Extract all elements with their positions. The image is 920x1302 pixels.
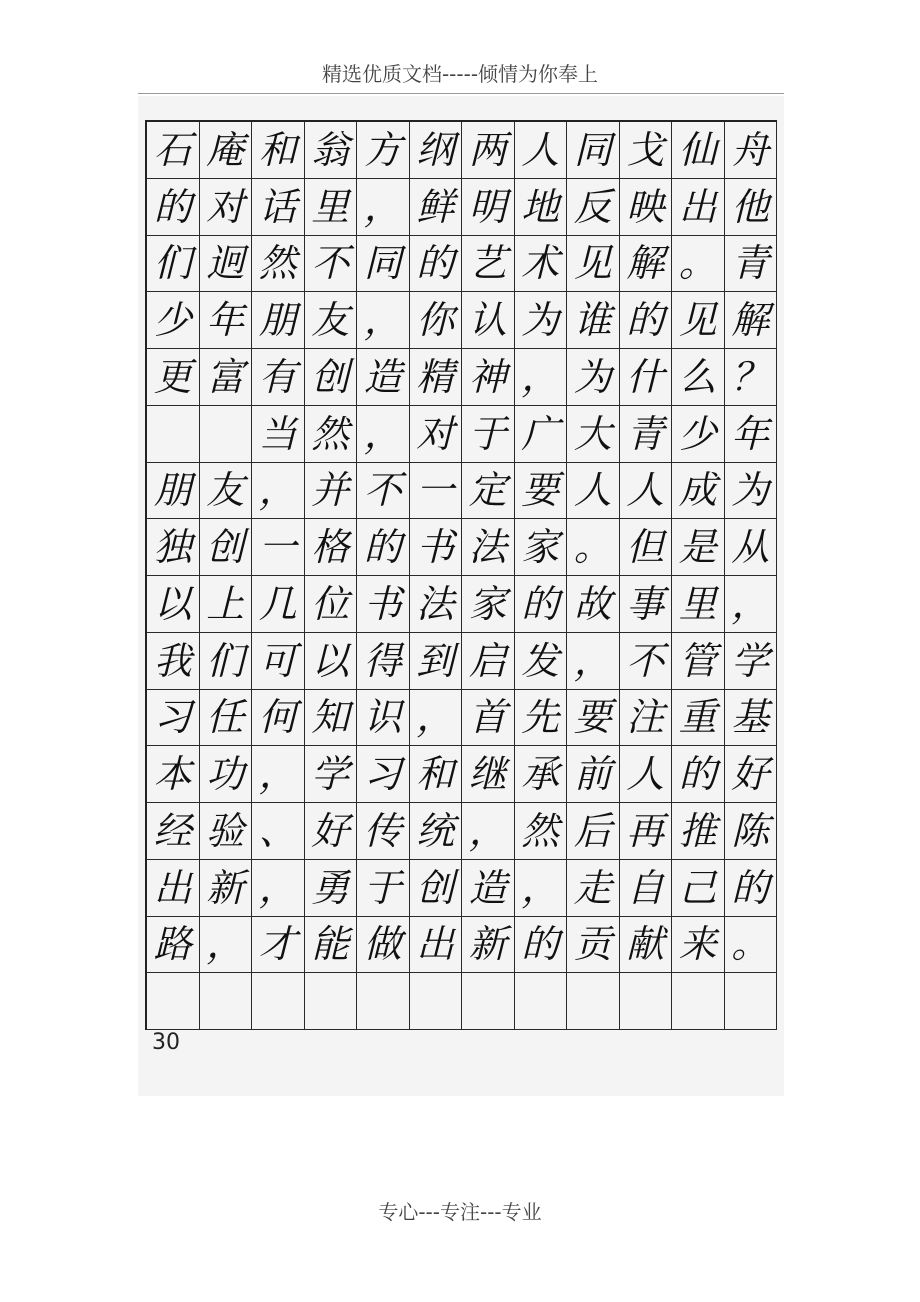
- grid-cell: 一: [252, 519, 305, 576]
- grid-cell: 法: [462, 519, 515, 576]
- grid-cell: 么: [672, 349, 725, 406]
- grid-cell: 出: [410, 917, 463, 974]
- grid-cell: [515, 973, 568, 1030]
- grid-cell: ，: [200, 917, 253, 974]
- grid-cell: 艺: [462, 236, 515, 293]
- grid-cell: ，: [515, 860, 568, 917]
- grid-cell: 得: [357, 633, 410, 690]
- grid-cell: 己: [672, 860, 725, 917]
- grid-cell: 并: [305, 463, 358, 520]
- grid-cell: 从: [725, 519, 778, 576]
- grid-cell: 术: [515, 236, 568, 293]
- grid-cell: ，: [725, 576, 778, 633]
- grid-cell: 两: [462, 122, 515, 179]
- grid-cell: 做: [357, 917, 410, 974]
- grid-cell: 精: [410, 349, 463, 406]
- grid-cell: 。: [567, 519, 620, 576]
- grid-cell: 当: [252, 406, 305, 463]
- grid-cell: 庵: [200, 122, 253, 179]
- grid-cell: 造: [357, 349, 410, 406]
- grid-cell: 反: [567, 179, 620, 236]
- grid-cell: 认: [462, 292, 515, 349]
- grid-cell: 话: [252, 179, 305, 236]
- grid-cell: 几: [252, 576, 305, 633]
- grid-cell: ？: [725, 349, 778, 406]
- grid-cell: 以: [147, 576, 200, 633]
- grid-cell: 鲜: [410, 179, 463, 236]
- grid-cell: 创: [305, 349, 358, 406]
- grid-cell: 创: [410, 860, 463, 917]
- grid-cell: 里: [672, 576, 725, 633]
- grid-cell: 对: [410, 406, 463, 463]
- grid-cell: 方: [357, 122, 410, 179]
- page-number: 30: [152, 1030, 180, 1055]
- grid-cell: 首: [462, 690, 515, 747]
- grid-cell: 造: [462, 860, 515, 917]
- grid-cell: ，: [410, 690, 463, 747]
- grid-cell: 发: [515, 633, 568, 690]
- grid-cell: 有: [252, 349, 305, 406]
- grid-cell: 的: [515, 917, 568, 974]
- header-divider: [138, 93, 784, 94]
- grid-cell: 格: [305, 519, 358, 576]
- grid-cell: 献: [620, 917, 673, 974]
- grid-cell: 故: [567, 576, 620, 633]
- grid-cell: 习: [147, 690, 200, 747]
- grid-cell: 新: [462, 917, 515, 974]
- grid-cell: 地: [515, 179, 568, 236]
- grid-cell: [200, 406, 253, 463]
- grid-cell: 定: [462, 463, 515, 520]
- grid-cell: 青: [725, 236, 778, 293]
- grid-cell: 要: [515, 463, 568, 520]
- grid-cell: 家: [515, 519, 568, 576]
- grid-cell: 然: [252, 236, 305, 293]
- grid-cell: [725, 973, 778, 1030]
- grid-cell: 管: [672, 633, 725, 690]
- grid-cell: [410, 973, 463, 1030]
- grid-cell: 对: [200, 179, 253, 236]
- grid-cell: 传: [357, 803, 410, 860]
- grid-cell: 到: [410, 633, 463, 690]
- grid-cell: 能: [305, 917, 358, 974]
- grid-cell: 年: [725, 406, 778, 463]
- grid-cell: 的: [725, 860, 778, 917]
- grid-cell: 里: [305, 179, 358, 236]
- grid-cell: ，: [252, 860, 305, 917]
- grid-cell: 仙: [672, 122, 725, 179]
- grid-cell: ，: [357, 292, 410, 349]
- grid-cell: 再: [620, 803, 673, 860]
- grid-cell: 推: [672, 803, 725, 860]
- grid-cell: 人: [620, 746, 673, 803]
- grid-cell: 然: [305, 406, 358, 463]
- grid-cell: 戈: [620, 122, 673, 179]
- grid-cell: 见: [672, 292, 725, 349]
- grid-cell: 前: [567, 746, 620, 803]
- grid-cell: 要: [567, 690, 620, 747]
- grid-cell: 知: [305, 690, 358, 747]
- grid-cell: 大: [567, 406, 620, 463]
- grid-cell: 。: [672, 236, 725, 293]
- grid-cell: 和: [252, 122, 305, 179]
- grid-cell: 来: [672, 917, 725, 974]
- grid-cell: 书: [357, 576, 410, 633]
- grid-cell: 出: [672, 179, 725, 236]
- grid-cell: 迥: [200, 236, 253, 293]
- grid-cell: 走: [567, 860, 620, 917]
- grid-cell: 和: [410, 746, 463, 803]
- grid-cell: 为: [725, 463, 778, 520]
- grid-cell: 的: [147, 179, 200, 236]
- page-footer: 专心---专注---专业: [378, 1200, 542, 1224]
- grid-cell: 自: [620, 860, 673, 917]
- grid-cell: 。: [725, 917, 778, 974]
- grid-cell: 法: [410, 576, 463, 633]
- grid-cell: 独: [147, 519, 200, 576]
- grid-cell: 然: [515, 803, 568, 860]
- grid-cell: 后: [567, 803, 620, 860]
- grid-cell: 一: [410, 463, 463, 520]
- grid-cell: 朋: [147, 463, 200, 520]
- grid-cell: 的: [620, 292, 673, 349]
- grid-cell: 纲: [410, 122, 463, 179]
- grid-cell: 年: [200, 292, 253, 349]
- grid-cell: 功: [200, 746, 253, 803]
- grid-cell: [462, 973, 515, 1030]
- grid-cell: 更: [147, 349, 200, 406]
- grid-cell: 承: [515, 746, 568, 803]
- grid-cell: 同: [567, 122, 620, 179]
- grid-cell: [147, 406, 200, 463]
- page-header: 精选优质文档-----倾情为你奉上: [321, 62, 599, 86]
- grid-cell: 明: [462, 179, 515, 236]
- grid-cell: 才: [252, 917, 305, 974]
- grid-cell: 新: [200, 860, 253, 917]
- grid-cell: 的: [515, 576, 568, 633]
- grid-cell: 本: [147, 746, 200, 803]
- grid-cell: 基: [725, 690, 778, 747]
- grid-cell: 的: [672, 746, 725, 803]
- grid-cell: 的: [357, 519, 410, 576]
- grid-cell: 任: [200, 690, 253, 747]
- grid-cell: 出: [147, 860, 200, 917]
- grid-cell: 先: [515, 690, 568, 747]
- grid-cell: ，: [462, 803, 515, 860]
- grid-cell: [252, 973, 305, 1030]
- grid-cell: 以: [305, 633, 358, 690]
- grid-cell: 路: [147, 917, 200, 974]
- grid-cell: 神: [462, 349, 515, 406]
- grid-cell: 学: [725, 633, 778, 690]
- grid-cell: 富: [200, 349, 253, 406]
- grid-cell: ，: [515, 349, 568, 406]
- grid-cell: 好: [725, 746, 778, 803]
- grid-cell: 我: [147, 633, 200, 690]
- grid-cell: 友: [200, 463, 253, 520]
- grid-cell: [620, 973, 673, 1030]
- grid-cell: 不: [620, 633, 673, 690]
- grid-cell: [147, 973, 200, 1030]
- grid-cell: 验: [200, 803, 253, 860]
- grid-cell: 事: [620, 576, 673, 633]
- grid-cell: 们: [147, 236, 200, 293]
- grid-cell: 启: [462, 633, 515, 690]
- grid-cell: 少: [672, 406, 725, 463]
- grid-cell: 位: [305, 576, 358, 633]
- grid-cell: 石: [147, 122, 200, 179]
- grid-cell: 统: [410, 803, 463, 860]
- calligraphy-grid: [145, 120, 777, 1030]
- grid-cell: ，: [567, 633, 620, 690]
- grid-cell: 你: [410, 292, 463, 349]
- grid-cell: 何: [252, 690, 305, 747]
- grid-cell: 贡: [567, 917, 620, 974]
- grid-cell: 他: [725, 179, 778, 236]
- grid-cell: 注: [620, 690, 673, 747]
- grid-cell: [567, 973, 620, 1030]
- grid-cell: 书: [410, 519, 463, 576]
- grid-cell: 解: [620, 236, 673, 293]
- grid-cell: 不: [305, 236, 358, 293]
- grid-cell: 不: [357, 463, 410, 520]
- grid-cell: 同: [357, 236, 410, 293]
- grid-cell: 成: [672, 463, 725, 520]
- grid-cell: 学: [305, 746, 358, 803]
- grid-cell: 人: [515, 122, 568, 179]
- grid-cell: 于: [462, 406, 515, 463]
- grid-cell: 人: [620, 463, 673, 520]
- grid-cell: 友: [305, 292, 358, 349]
- grid-cell: 创: [200, 519, 253, 576]
- grid-cell: [305, 973, 358, 1030]
- grid-cell: 习: [357, 746, 410, 803]
- grid-cell: ，: [357, 179, 410, 236]
- grid-cell: 的: [410, 236, 463, 293]
- grid-cell: 勇: [305, 860, 358, 917]
- grid-cell: 家: [462, 576, 515, 633]
- grid-cell: 舟: [725, 122, 778, 179]
- grid-cell: 好: [305, 803, 358, 860]
- grid-cell: 为: [515, 292, 568, 349]
- grid-cell: 继: [462, 746, 515, 803]
- grid-cell: 但: [620, 519, 673, 576]
- grid-cell: 见: [567, 236, 620, 293]
- grid-cell: [357, 973, 410, 1030]
- grid-cell: 广: [515, 406, 568, 463]
- grid-cell: 解: [725, 292, 778, 349]
- grid-cell: 翁: [305, 122, 358, 179]
- grid-cell: 识: [357, 690, 410, 747]
- grid-cell: 为: [567, 349, 620, 406]
- grid-cell: 上: [200, 576, 253, 633]
- grid-cell: 什: [620, 349, 673, 406]
- grid-cell: 经: [147, 803, 200, 860]
- grid-cell: 们: [200, 633, 253, 690]
- grid-cell: 于: [357, 860, 410, 917]
- grid-cell: 是: [672, 519, 725, 576]
- grid-cell: 谁: [567, 292, 620, 349]
- grid-cell: [672, 973, 725, 1030]
- grid-cell: 青: [620, 406, 673, 463]
- grid-cell: 可: [252, 633, 305, 690]
- grid-cell: 重: [672, 690, 725, 747]
- grid-cell: ，: [252, 463, 305, 520]
- grid-cell: ，: [357, 406, 410, 463]
- grid-cell: 少: [147, 292, 200, 349]
- grid-cell: 、: [252, 803, 305, 860]
- grid-cell: [200, 973, 253, 1030]
- grid-cell: 朋: [252, 292, 305, 349]
- grid-cell: ，: [252, 746, 305, 803]
- grid-cell: 映: [620, 179, 673, 236]
- grid-cell: 人: [567, 463, 620, 520]
- grid-cell: 陈: [725, 803, 778, 860]
